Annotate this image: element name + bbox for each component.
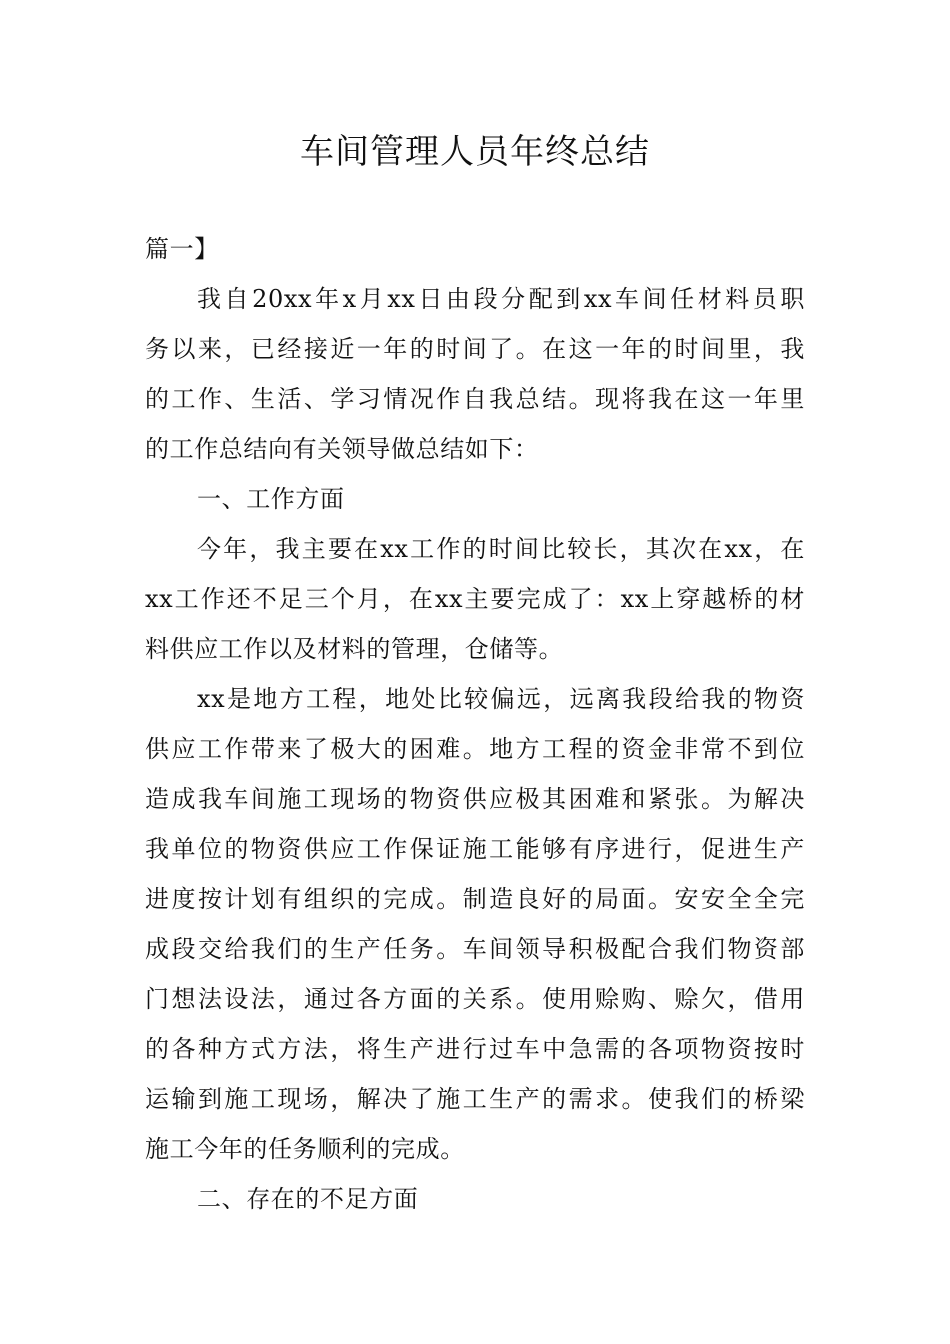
paragraph-line: xx工作还不足三个月，在xx主要完成了：xx上穿越桥的材 [145, 585, 805, 613]
paragraph-line: 今年，我主要在xx工作的时间比较长，其次在xx，在 [197, 535, 805, 563]
paragraph-line: 进度按计划有组织的完成。制造良好的局面。安安全全完 [145, 885, 805, 913]
section-heading: 一、工作方面 [197, 485, 345, 513]
paragraph-line: xx是地方工程，地处比较偏远，远离我段给我的物资 [197, 685, 805, 713]
paragraph-line: 施工今年的任务顺利的完成。 [145, 1135, 465, 1163]
paragraph-line: 我单位的物资供应工作保证施工能够有序进行，促进生产 [145, 835, 805, 863]
paragraph-line: 造成我车间施工现场的物资供应极其困难和紧张。为解决 [145, 785, 805, 813]
paragraph-line: 门想法设法，通过各方面的关系。使用赊购、赊欠，借用 [145, 985, 805, 1013]
paragraph-line: 的工作、生活、学习情况作自我总结。现将我在这一年里 [145, 385, 805, 413]
section-marker: 篇一】 [145, 235, 219, 263]
paragraph-line: 我自20xx年x月xx日由段分配到xx车间任材料员职 [197, 285, 805, 313]
paragraph-line: 料供应工作以及材料的管理，仓储等。 [145, 635, 564, 663]
paragraph-line: 运输到施工现场，解决了施工生产的需求。使我们的桥梁 [145, 1085, 805, 1113]
paragraph-line: 的各种方式方法，将生产进行过车中急需的各项物资按时 [145, 1035, 805, 1063]
paragraph-line: 成段交给我们的生产任务。车间领导积极配合我们物资部 [145, 935, 805, 963]
paragraph-line: 的工作总结向有关领导做总结如下： [145, 435, 539, 463]
paragraph-line: 务以来，已经接近一年的时间了。在这一年的时间里，我 [145, 335, 805, 363]
section-heading: 二、存在的不足方面 [197, 1185, 419, 1213]
document-title: 车间管理人员年终总结 [300, 132, 650, 172]
paragraph-line: 供应工作带来了极大的困难。地方工程的资金非常不到位 [145, 735, 805, 763]
